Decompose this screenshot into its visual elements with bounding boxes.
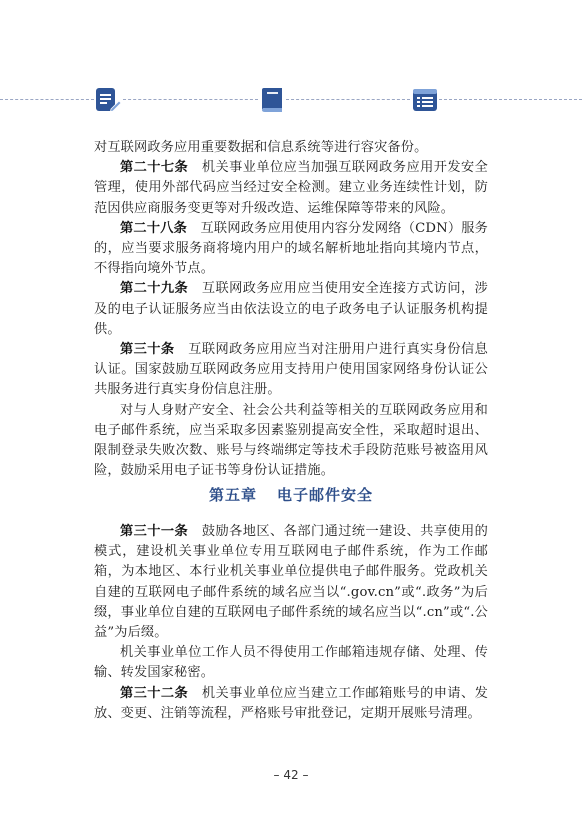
book-icon: [258, 86, 286, 114]
article-30: [94, 340, 488, 401]
article-31-label: 第三十一条: [120, 524, 189, 539]
article-27: [94, 158, 488, 219]
header-rule-mid-right: [286, 99, 410, 100]
article-28: [94, 219, 488, 280]
paragraph-multi-factor: 对与人身财产安全、社会公共利益等相关的互联网政务应用和电子邮件系统，应当采取多因素鉴别提高安全性，采取超时退出、限制登录失败次数、账号与终端绑定等技术手段防范账号被盗用风险，鼓励采用电子证书等身份认证措施。: [94, 402, 488, 479]
header-rule-right: [439, 99, 582, 100]
article-32-label: 第三十二条: [120, 685, 189, 701]
document-edit-icon: [94, 86, 122, 114]
list-icon: [411, 86, 439, 114]
header-rule-mid-left: [123, 99, 258, 100]
paragraph-continued: 对互联网政务应用重要数据和信息系统等进行容灾备份。: [94, 140, 428, 155]
article-30-label: 第三十条: [120, 342, 175, 358]
header-rule-left: [0, 99, 94, 100]
chapter-number: 第五章: [208, 486, 257, 504]
chapter-heading: [0, 484, 582, 505]
article-29-label: 第二十九条: [120, 281, 189, 297]
article-29: [94, 279, 488, 340]
article-32-text: 机关事业单位应当建立工作邮箱账号的申请、发放、变更、注销等流程，严格账号审批登记，定期开展账号清理。: [94, 685, 488, 721]
article-28-label: 第二十八条: [120, 220, 188, 236]
article-27-label: 第二十七条: [120, 160, 189, 176]
paragraph-work-email: 机关事业单位工作人员不得使用工作邮箱违规存储、处理、传输、转发国家秘密。: [94, 645, 488, 681]
body-section-1: [94, 138, 488, 481]
body-section-2: [94, 522, 488, 724]
article-30-text: 互联网政务应用应当对注册用户进行真实身份信息认证。国家鼓励互联网政务应用支持用户使用国家网络身份认证公共服务进行真实身份信息注册。: [94, 342, 488, 398]
article-32: [94, 684, 488, 724]
article-31-text: 鼓励各地区、各部门通过统一建设、共享使用的模式，建设机关事业单位专用互联网电子邮件系统，作为工作邮箱，为本地区、本行业机关事业单位提供电子邮件服务。党政机关自建的互联网电子邮件系统的域名应当以“.gov.cn”或“.政务”为后缀，事业单位自建的互联网电子邮件系统的域名应当以“.cn”或“.公益”为后缀。: [94, 524, 488, 641]
article-31: [94, 522, 488, 643]
article-29-text: 互联网政务应用应当使用安全连接方式访问，涉及的电子认证服务应当由依法设立的电子政务电子认证服务机构提供。: [94, 281, 488, 337]
article-27-text: 机关事业单位应当加强互联网政务应用开发安全管理，使用外部代码应当经过安全检测。建立业务连续性计划，防范因供应商服务变更等对升级改造、运维保障等带来的风险。: [94, 160, 488, 216]
page-header: [0, 0, 582, 120]
chapter-title: 电子邮件安全: [277, 486, 374, 504]
article-28-text: 互联网政务应用使用内容分发网络（CDN）服务的，应当要求服务商将境内用户的域名解析地址指向其境内节点，不得指向境外节点。: [94, 220, 488, 277]
page-number: – 42 –: [273, 768, 309, 782]
